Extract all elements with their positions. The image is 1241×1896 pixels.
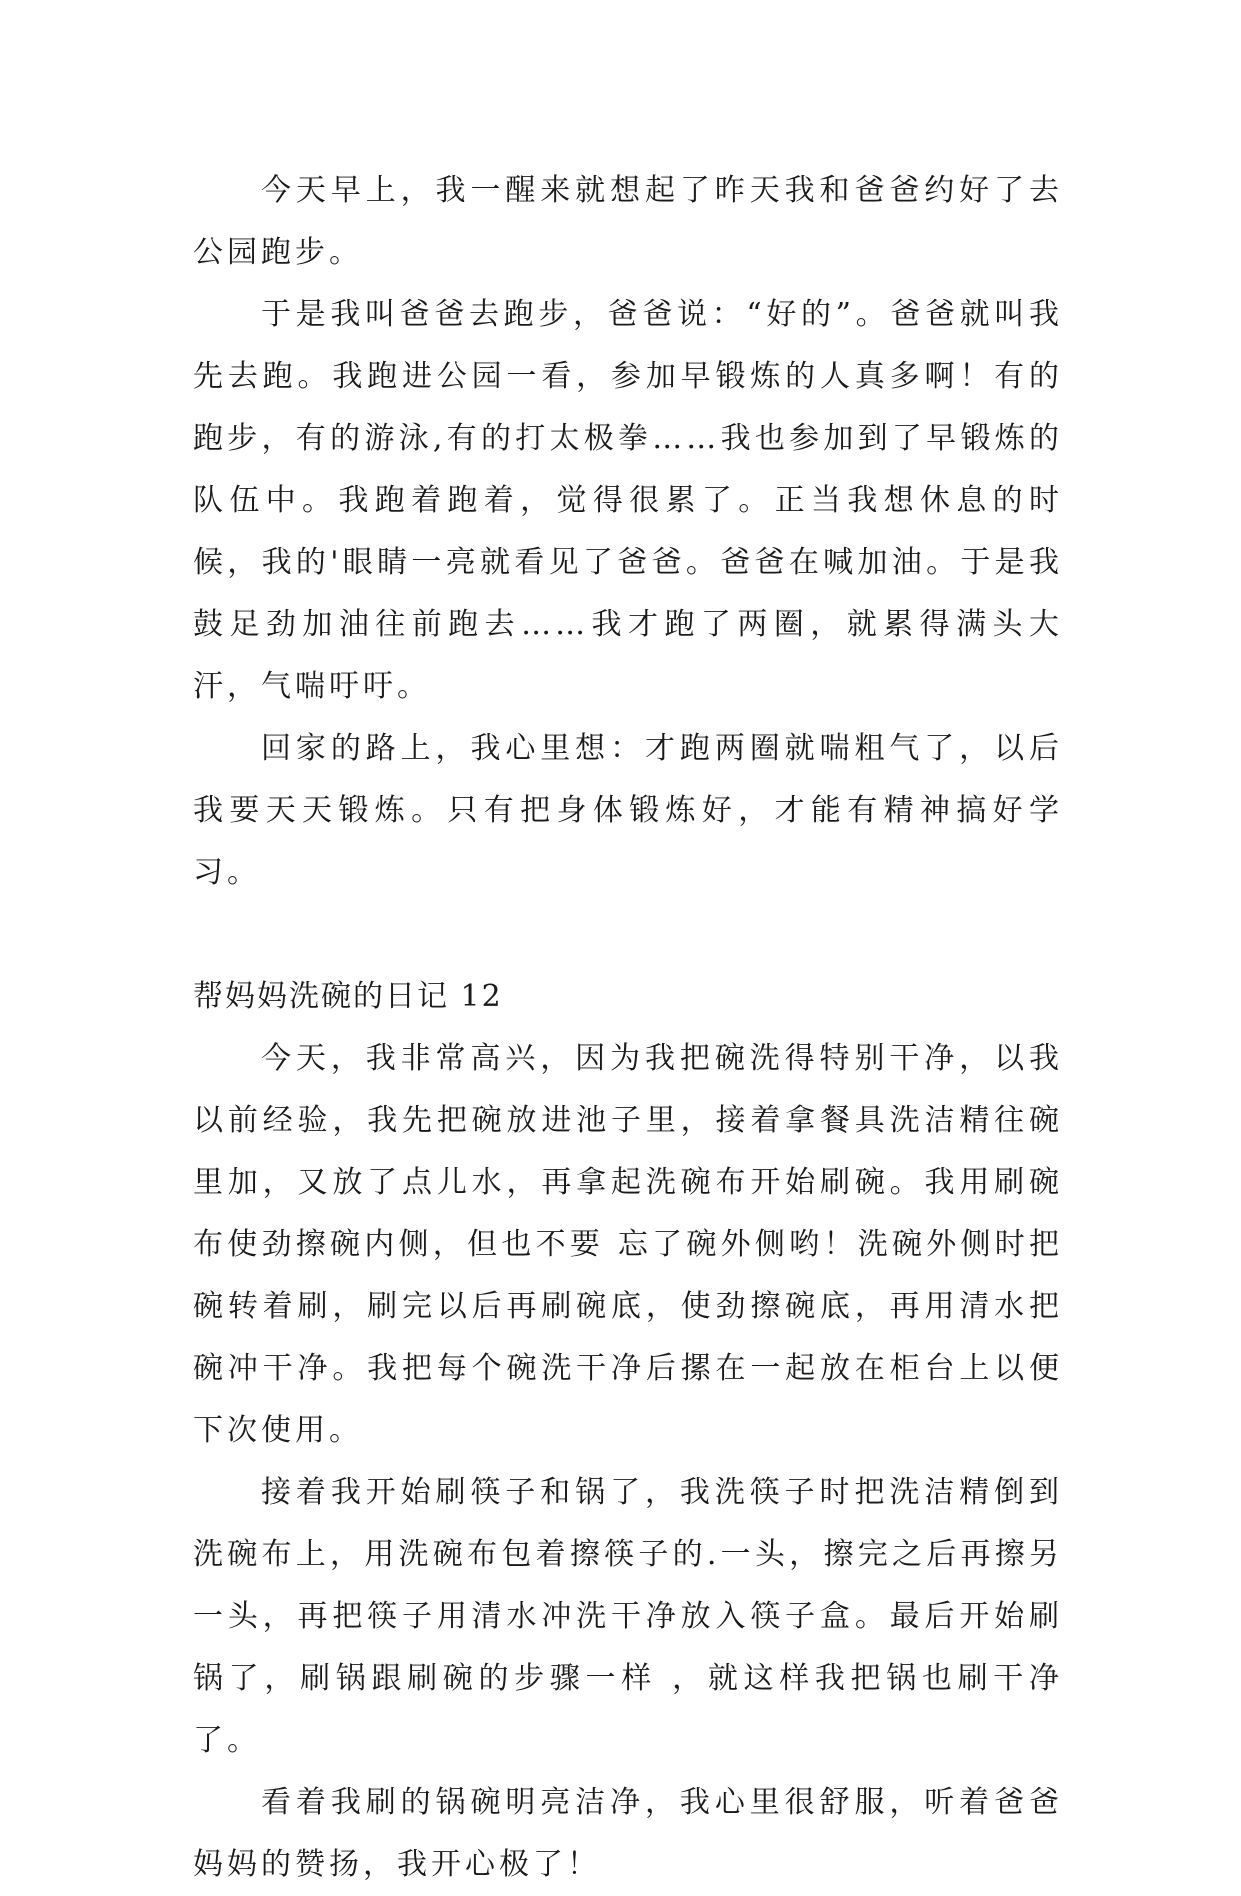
paragraph: 于是我叫爸爸去跑步，爸爸说：“好的”。爸爸就叫我先去跑。我跑进公园一看，参加早锻炼的人真多啊！有的跑步，有的游泳,有的打太极拳……我也参加到了早锻炼的队伍中。我跑着跑着，觉得很累了。正当我想休息的时候，我的'眼睛一亮就看见了爸爸。爸爸在喊加油。于是我鼓足劲加油往前跑去……我才跑了两圈，就累得满头大汗，气喘吁吁。 (193, 297, 1063, 704)
section-title: 帮妈妈洗碗的日记 12 (193, 979, 503, 1014)
paragraph: 看着我刷的锅碗明亮洁净，我心里很舒服，听着爸爸妈妈的赞扬，我开心极了！ (193, 1785, 1063, 1882)
paragraph: 回家的路上，我心里想：才跑两圈就喘粗气了，以后我要天天锻炼。只有把身体锻炼好，才能有精神搞好学习。 (193, 731, 1063, 890)
document-body (193, 160, 1063, 1896)
paragraph: 今天早上，我一醒来就想起了昨天我和爸爸约好了去公园跑步。 (193, 173, 1063, 270)
paragraph: 接着我开始刷筷子和锅了，我洗筷子时把洗洁精倒到洗碗布上，用洗碗布包着擦筷子的.一头，擦完之后再擦另一头，再把筷子用清水冲洗干净放入筷子盒。最后开始刷锅了，刷锅跟刷碗的步骤一样 ，就这样我把锅也刷干净了。 (193, 1475, 1063, 1758)
paragraph: 今天，我非常高兴，因为我把碗洗得特别干净，以我以前经验，我先把碗放进池子里，接着拿餐具洗洁精往碗里加，又放了点儿水，再拿起洗碗布开始刷碗。我用刷碗布使劲擦碗内侧，但也不要 忘了碗外侧哟！洗碗外侧时把碗转着刷，刷完以后再刷碗底，使劲擦碗底，再用清水把碗冲干净。我把每个碗洗干净后摞在一起放在柜台上以便下次使用。 (193, 1041, 1063, 1448)
